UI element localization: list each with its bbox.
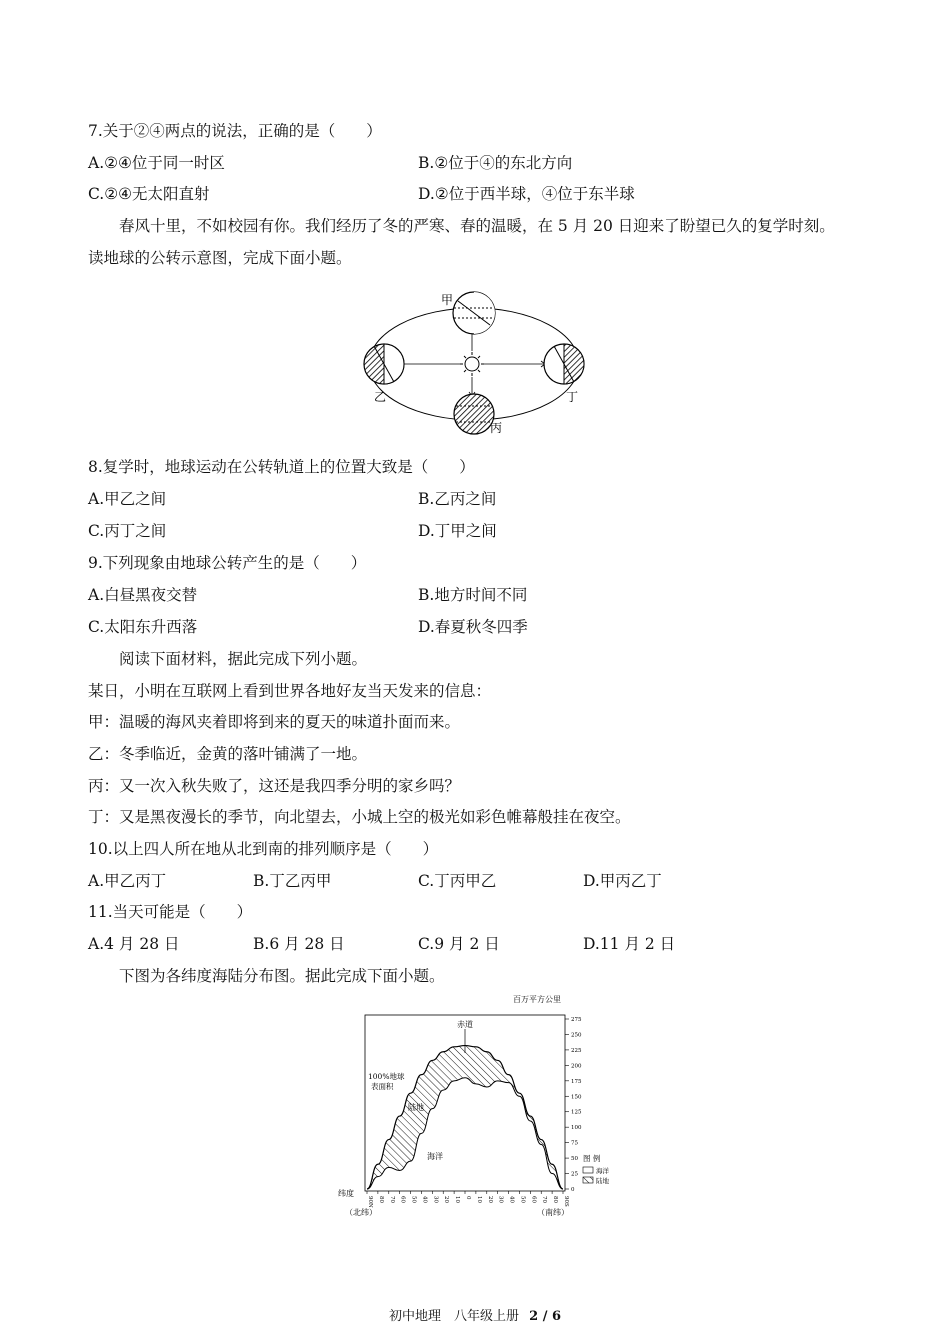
earth-jia-icon xyxy=(453,292,495,334)
land-area xyxy=(367,1046,563,1189)
x-tick-label: 90N xyxy=(367,1196,373,1208)
q9-option-a: A.白昼黑夜交替 xyxy=(88,586,198,604)
north-label: （北纬） xyxy=(345,1208,377,1217)
q10-stem: 10.以上四人所在地从北到南的排列顺序是（ ） xyxy=(88,840,439,858)
legend-ocean-swatch xyxy=(583,1167,593,1173)
orbit-label-bing: 丙 xyxy=(490,421,503,435)
orbit-diagram xyxy=(350,288,600,438)
y-tick-label: 100 xyxy=(571,1125,582,1132)
q11-option-c: C.9 月 2 日 xyxy=(418,935,500,953)
earth-yi-icon xyxy=(364,344,404,384)
ocean-label: 海洋 xyxy=(427,1152,443,1161)
y-tick-label: 25 xyxy=(571,1171,578,1178)
x-tick-label: 10 xyxy=(475,1196,482,1203)
x-tick-label: 60 xyxy=(530,1196,537,1203)
land-label: 陆地 xyxy=(408,1103,424,1112)
x-tick-label: 30 xyxy=(497,1196,504,1203)
q11-stem: 11.当天可能是（ ） xyxy=(88,903,253,921)
x-tick-label: 90S xyxy=(563,1196,569,1207)
q8-option-a: A.甲乙之间 xyxy=(88,490,167,508)
x-tick-label: 40 xyxy=(421,1196,428,1203)
q7-option-c: C.②④无太阳直射 xyxy=(88,185,210,203)
y-tick-label: 75 xyxy=(571,1140,578,1147)
legend-ocean: 海洋 xyxy=(596,1167,609,1175)
y-tick-label: 150 xyxy=(571,1094,582,1101)
x-tick-label: 0 xyxy=(465,1196,471,1200)
q10-option-b: B.丁乙丙甲 xyxy=(253,872,332,890)
q11-option-b: B.6 月 28 日 xyxy=(253,935,345,953)
y-tick-label: 0 xyxy=(571,1187,575,1193)
intro2-bing: 丙：又一次入秋失败了，这还是我四季分明的家乡吗？ xyxy=(88,777,461,795)
q8-option-c: C.丙丁之间 xyxy=(88,522,167,540)
q7-option-b: B.②位于④的东北方向 xyxy=(418,154,573,172)
equator-label: 赤道 xyxy=(457,1020,473,1029)
intro2-ding: 丁：又是黑夜漫长的季节，向北望去，小城上空的极光如彩色帷幕般挂在夜空。 xyxy=(88,808,631,826)
q7-option-d: D.②位于西半球，④位于东半球 xyxy=(418,185,635,203)
earth-ding-icon xyxy=(544,344,584,384)
lat-label: 纬度 xyxy=(338,1189,354,1198)
x-tick-label: 70 xyxy=(388,1196,395,1203)
intro1-line1: 春风十里，不如校园有你。我们经历了冬的严寒、春的温暖，在 5 月 20 日迎来了盼望已久的复学时刻。 xyxy=(119,217,835,235)
intro2-jia: 甲：温暖的海风夹着即将到来的夏天的味道扑面而来。 xyxy=(88,713,461,731)
q8-stem: 8.复学时，地球运动在公转轨道上的位置大致是（ ） xyxy=(88,458,475,476)
q9-option-c: C.太阳东升西落 xyxy=(88,618,198,636)
q11-option-d: D.11 月 2 日 xyxy=(583,935,676,953)
q9-stem: 9.下列现象由地球公转产生的是（ ） xyxy=(88,554,367,572)
legend-title: 图 例 xyxy=(583,1154,601,1163)
y-tick-label: 175 xyxy=(571,1078,582,1085)
x-tick-label: 80 xyxy=(377,1196,384,1203)
y-tick-label: 125 xyxy=(571,1109,582,1116)
x-tick-label: 50 xyxy=(519,1196,526,1203)
x-tick-label: 70 xyxy=(541,1196,548,1203)
q11-option-a: A.4 月 28 日 xyxy=(88,935,180,953)
y-tick-label: 275 xyxy=(571,1017,582,1023)
x-tick-label: 40 xyxy=(508,1196,515,1203)
y-tick-label: 50 xyxy=(571,1156,578,1163)
x-tick-label: 20 xyxy=(486,1196,493,1203)
q8-option-d: D.丁甲之间 xyxy=(418,522,497,540)
y-tick-label: 200 xyxy=(571,1063,582,1070)
y-tick-label: 225 xyxy=(571,1047,582,1054)
x-tick-label: 50 xyxy=(410,1196,417,1203)
q8-option-b: B.乙丙之间 xyxy=(418,490,497,508)
intro2-line2: 某日，小明在互联网上看到世界各地好友当天发来的信息： xyxy=(88,682,492,700)
q9-option-b: B.地方时间不同 xyxy=(418,586,528,604)
x-tick-label: 80 xyxy=(552,1196,559,1203)
intro2-yi: 乙：冬季临近，金黄的落叶铺满了一地。 xyxy=(88,745,368,763)
orbit-label-yi: 乙 xyxy=(374,390,387,404)
chart-unit-label: 百万平方公里 xyxy=(513,995,561,1004)
intro3-line1: 下图为各纬度海陆分布图。据此完成下面小题。 xyxy=(119,967,445,985)
q10-option-a: A.甲乙丙丁 xyxy=(88,872,167,890)
sun-icon xyxy=(460,352,484,376)
page-footer xyxy=(0,1305,950,1324)
x-tick-label: 20 xyxy=(443,1196,450,1203)
orbit-label-jia: 甲 xyxy=(441,293,454,307)
q7-option-a: A.②④位于同一时区 xyxy=(88,154,225,172)
intro1-line2: 读地球的公转示意图，完成下面小题。 xyxy=(88,249,352,267)
south-label: （南纬） xyxy=(537,1208,569,1217)
q9-option-d: D.春夏秋冬四季 xyxy=(418,618,528,636)
page-number: 2 / 6 xyxy=(529,1309,562,1324)
orbit-label-ding: 丁 xyxy=(566,390,579,404)
surface-label-2: 表面积 xyxy=(371,1082,394,1091)
q10-option-d: D.甲丙乙丁 xyxy=(583,872,662,890)
intro2-line1: 阅读下面材料，据此完成下列小题。 xyxy=(119,650,368,668)
q7-stem: 7.关于②④两点的说法，正确的是（ ） xyxy=(88,122,382,140)
legend-land-swatch xyxy=(583,1177,593,1183)
legend-land: 陆地 xyxy=(596,1177,609,1185)
earth-bing-icon xyxy=(454,394,494,434)
x-tick-label: 10 xyxy=(454,1196,461,1203)
footer-text: 初中地理 八年级上册 xyxy=(388,1309,519,1324)
surface-label-1: 100%地球 xyxy=(368,1072,405,1081)
q10-option-c: C.丁丙甲乙 xyxy=(418,872,497,890)
y-tick-label: 250 xyxy=(571,1032,582,1039)
x-tick-label: 30 xyxy=(432,1196,439,1203)
x-tick-label: 60 xyxy=(399,1196,406,1203)
sea-land-chart xyxy=(335,993,615,1223)
